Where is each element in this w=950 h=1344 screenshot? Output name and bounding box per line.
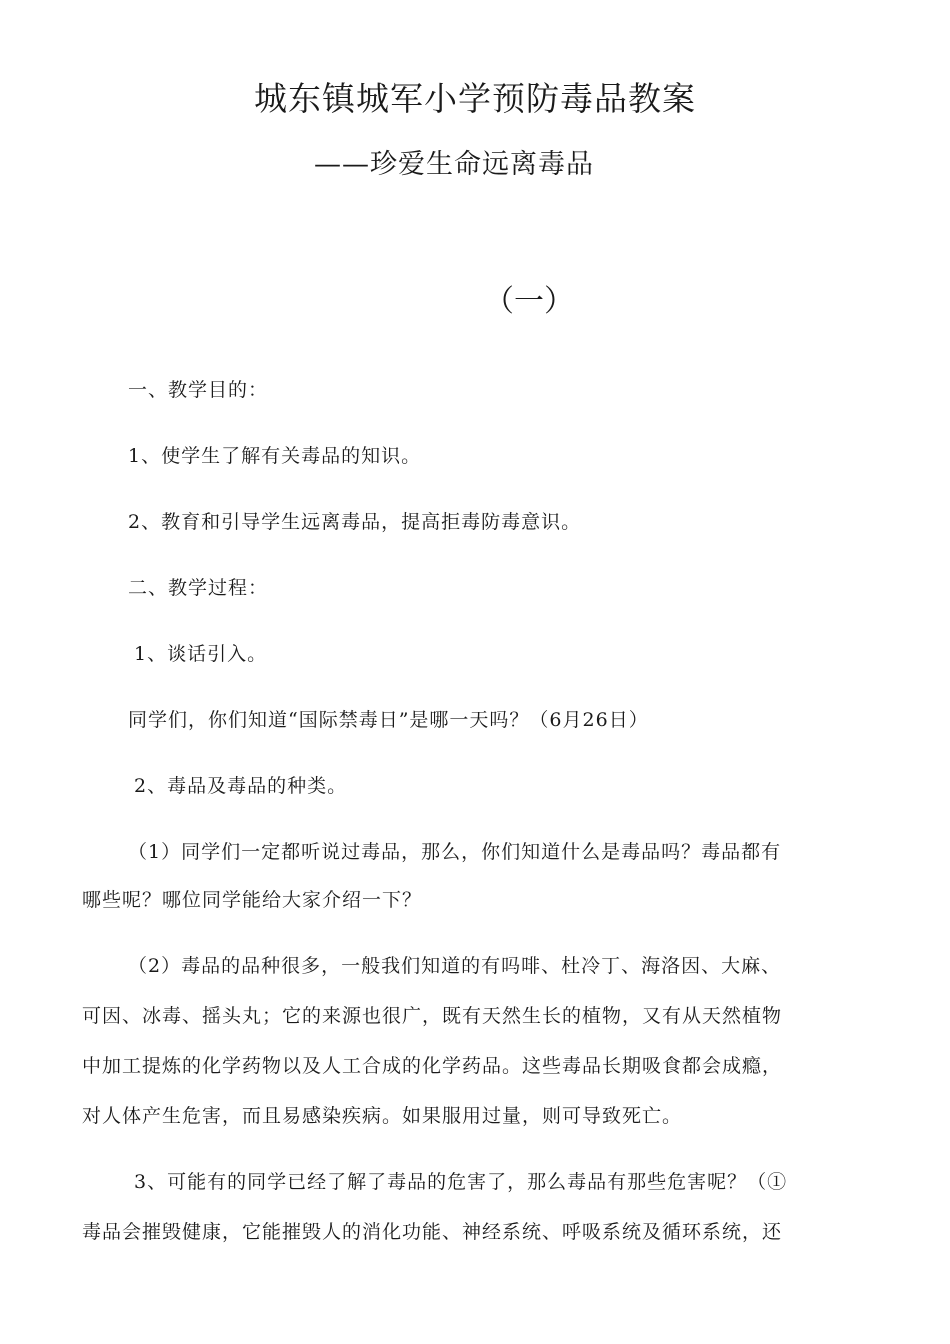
paragraph-2-line-1: （2）毒品的品种很多，一般我们知道的有吗啡、杜冷丁、海洛因、大麻、 <box>128 955 782 977</box>
goal-item-2: 2、教育和引导学生远离毒品，提高拒毒防毒意识。 <box>128 511 582 533</box>
goal-item-1: 1、使学生了解有关毒品的知识。 <box>128 445 422 467</box>
paragraph-2-line-2: 可因、冰毒、摇头丸；它的来源也很广，既有天然生长的植物，又有从天然植物 <box>82 1005 783 1027</box>
heading-teaching-goals: 一、教学目的： <box>128 379 269 401</box>
paragraph-2-line-4: 对人体产生危害，而且易感染疾病。如果服用过量，则可导致死亡。 <box>82 1105 683 1127</box>
paragraph-1-line-2: 哪些呢？哪位同学能给大家介绍一下？ <box>82 889 423 911</box>
document-title: 城东镇城军小学预防毒品教案 <box>254 79 696 118</box>
paragraph-question: 同学们，你们知道“国际禁毒日”是哪一天吗？（6月26日） <box>128 709 649 731</box>
process-step-2: 2、毒品及毒品的种类。 <box>134 775 348 797</box>
paragraph-1-line-1: （1）同学们一定都听说过毒品，那么，你们知道什么是毒品吗？毒品都有 <box>128 841 782 863</box>
paragraph-3-line-2: 毒品会摧毁健康，它能摧毁人的消化功能、神经系统、呼吸系统及循环系统，还 <box>82 1221 783 1243</box>
process-step-1: 1、谈话引入。 <box>134 643 268 665</box>
heading-teaching-process: 二、教学过程： <box>128 577 269 599</box>
document-subtitle: ——珍爱生命远离毒品 <box>314 149 594 180</box>
paragraph-2-line-3: 中加工提炼的化学药物以及人工合成的化学药品。这些毒品长期吸食都会成瘾， <box>82 1055 783 1077</box>
section-number: （一） <box>484 284 574 319</box>
paragraph-3-line-1: 3、可能有的同学已经了解了毒品的危害了，那么毒品有那些危害呢？（① <box>134 1171 788 1193</box>
